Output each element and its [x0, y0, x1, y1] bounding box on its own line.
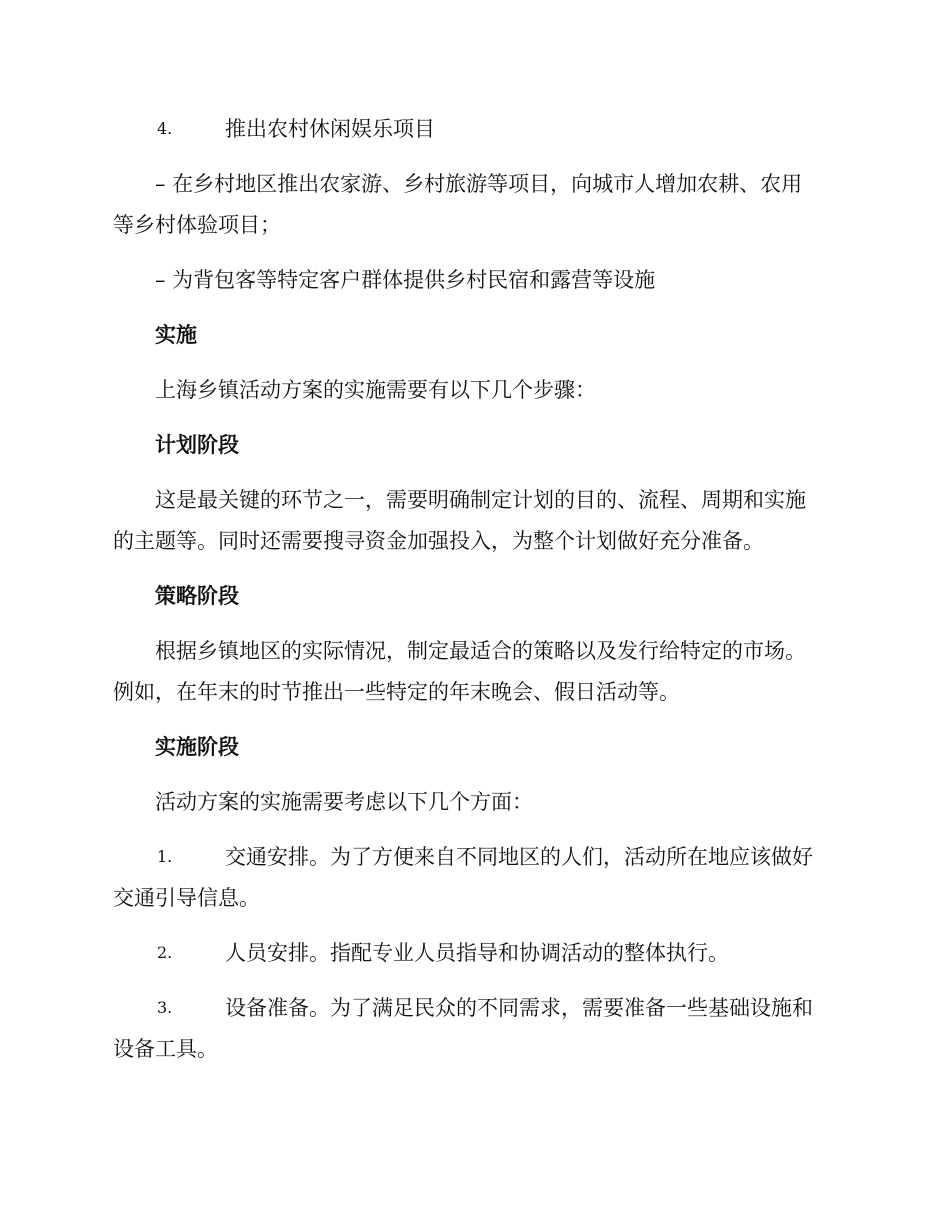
- list-item-text: 人员安排。指配专业人员指导和协调活动的整体执行。: [225, 941, 729, 965]
- paragraph-line: 的主题等。同时还需要搜寻资金加强投入，为整个计划做好充分准备。: [113, 529, 764, 553]
- paragraph-line: 例如，在年末的时节推出一些特定的年末晚会、假日活动等。: [113, 680, 680, 704]
- list-item-continued: 设备工具。: [113, 1037, 218, 1061]
- list-number: 2.: [157, 943, 173, 962]
- bullet-line: – 在乡村地区推出农家游、乡村旅游等项目，向城市人增加农耕、农用: [155, 172, 803, 196]
- paragraph: 上海乡镇活动方案的实施需要有以下几个步骤：: [155, 378, 596, 402]
- section-heading: 实施: [155, 322, 197, 347]
- paragraph-line: 根据乡镇地区的实际情况，制定最适合的策略以及发行给特定的市场。: [155, 639, 806, 663]
- section-heading: 实施阶段: [155, 734, 239, 759]
- list-number: 4.: [157, 119, 173, 138]
- list-number: 1.: [157, 847, 173, 866]
- list-number: 3.: [157, 998, 173, 1017]
- list-item-continued: 交通引导信息。: [113, 886, 260, 910]
- bullet-line: – 为背包客等特定客户群体提供乡村民宿和露营等设施: [155, 268, 656, 292]
- section-heading: 计划阶段: [155, 432, 239, 457]
- list-item-text: 交通安排。为了方便来自不同地区的人们，活动所在地应该做好: [225, 845, 813, 869]
- list-item-text: 推出农村休闲娱乐项目: [225, 117, 435, 141]
- list-item-text: 设备准备。为了满足民众的不同需求，需要准备一些基础设施和: [225, 996, 813, 1020]
- bullet-line-continued: 等乡村体验项目；: [113, 213, 281, 237]
- section-heading: 策略阶段: [155, 583, 239, 608]
- paragraph-line: 这是最关键的环节之一，需要明确制定计划的目的、流程、周期和实施: [155, 488, 806, 512]
- paragraph: 活动方案的实施需要考虑以下几个方面：: [155, 790, 533, 814]
